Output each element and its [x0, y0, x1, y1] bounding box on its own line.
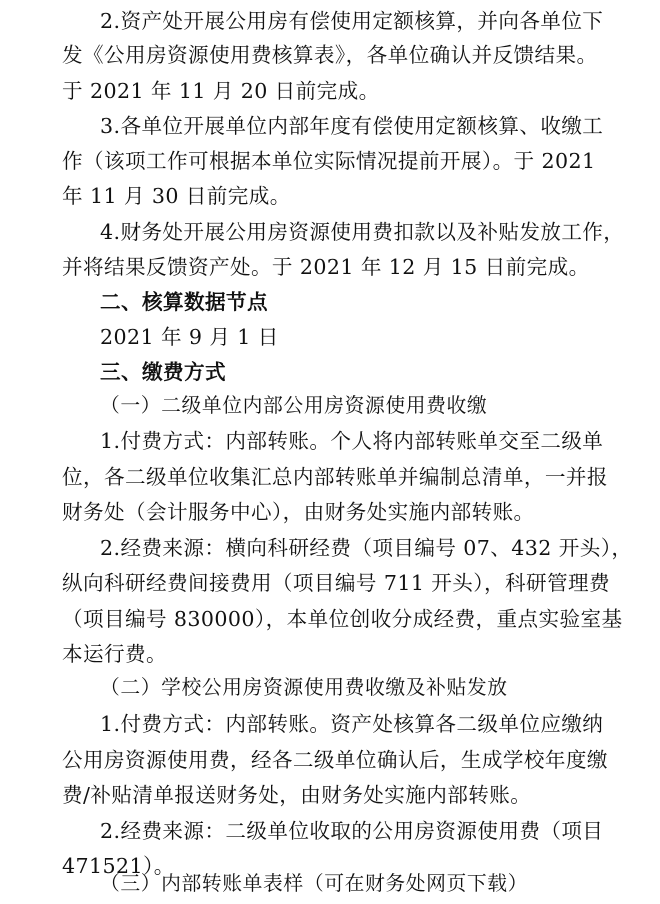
text-line: 于 2021 年 11 月 20 日前完成。	[62, 79, 380, 103]
text-line: 并将结果反馈资产处。于 2021 年 12 月 15 日前完成。	[62, 255, 590, 279]
subsection-heading: （一）二级单位内部公用房资源使用费收缴	[100, 394, 488, 417]
section-heading: 三、缴费方式	[100, 360, 226, 384]
subsection-heading: （二）学校公用房资源使用费收缴及补贴发放	[100, 676, 508, 699]
text-line: 发《公用房资源使用费核算表》，各单位确认并反馈结果。	[62, 43, 598, 67]
text-line: （项目编号 830000），本单位创收分成经费，重点实验室基	[62, 607, 623, 631]
section-heading: 二、核算数据节点	[100, 290, 268, 314]
text-line: 2.经费来源：二级单位收取的公用房资源使用费（项目	[100, 819, 604, 843]
text-line: 1.付费方式：内部转账。个人将内部转账单交至二级单	[100, 429, 604, 453]
text-line: 3.各单位开展单位内部年度有偿使用定额核算、收缴工	[100, 114, 604, 138]
text-line: 4.财务处开展公用房资源使用费扣款以及补贴发放工作，	[100, 220, 625, 244]
text-line: 纵向科研经费间接费用（项目编号 711 开头），科研管理费	[62, 571, 610, 595]
text-line: 费/补贴清单报送财务处，由财务处实施内部转账。	[62, 783, 532, 807]
text-line: 年 11 月 30 日前完成。	[62, 184, 291, 208]
text-line: 作（该项工作可根据本单位实际情况提前开展）。于 2021	[62, 149, 596, 173]
text-line: 财务处（会计服务中心），由财务处实施内部转账。	[62, 500, 535, 524]
text-line: 公用房资源使用费，经各二级单位确认后，生成学校年度缴	[62, 748, 608, 772]
text-line: 位，各二级单位收集汇总内部转账单并编制总清单，一并报	[62, 465, 608, 489]
text-line: 471521）。	[62, 854, 175, 878]
text-line: 2.经费来源：横向科研经费（项目编号 07、432 开头），	[100, 536, 633, 560]
subsection-heading: （三）内部转账单表样（可在财务处网页下载）	[100, 872, 529, 895]
section-date: 2021 年 9 月 1 日	[100, 325, 279, 349]
text-line: 2.资产处开展公用房有偿使用定额核算，并向各单位下	[100, 9, 604, 33]
text-line: 1.付费方式：内部转账。资产处核算各二级单位应缴纳	[100, 712, 604, 736]
text-line: 本运行费。	[62, 642, 167, 666]
